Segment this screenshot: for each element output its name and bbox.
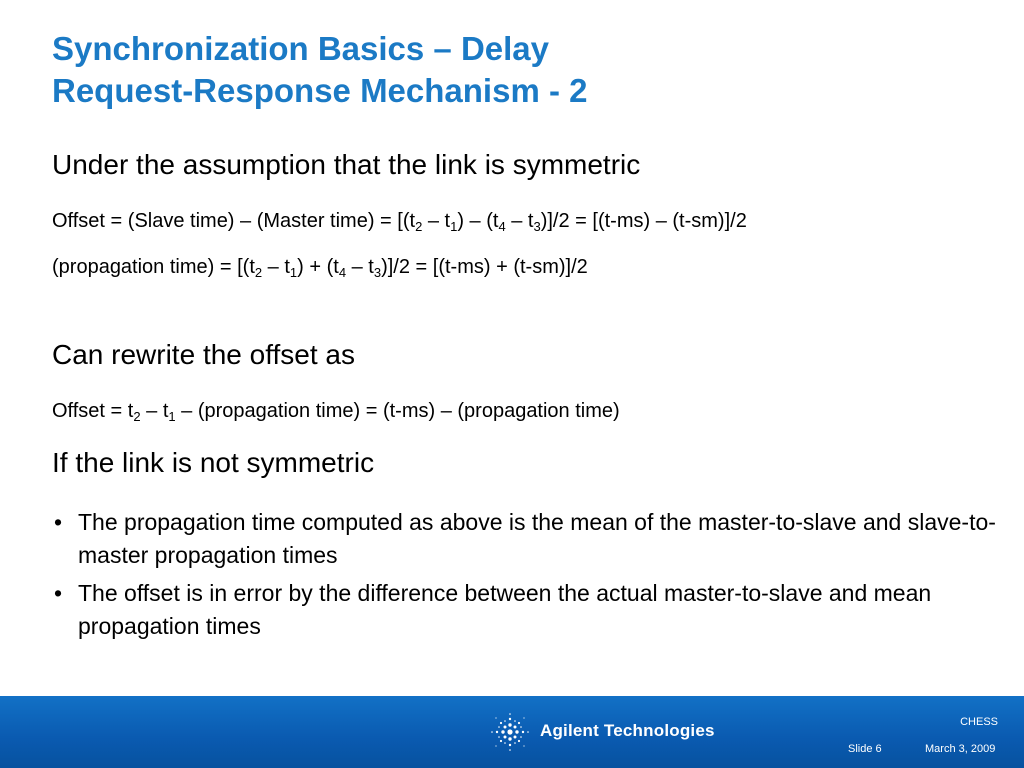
logo-wordmark: Agilent Technologies <box>540 721 715 740</box>
rewrite-formula: Offset = $t_2 - t_1$ – (propagation time) = (t-ms) – (propagation time) <box>52 400 620 424</box>
asymmetric-heading: If the link is not symmetric <box>52 447 375 478</box>
footer-bar <box>0 696 1024 768</box>
offset-formula: Offset = (Slave time) – (Master time) = $[(t_2 - t_1) - (t_4 - t_3)]/2 = [(t-ms) - (t-sm)]/2$ <box>52 210 747 234</box>
slide-date: March 3, 2009 <box>925 743 996 755</box>
agilent-logo <box>488 710 715 754</box>
symmetric-heading: Under the assumption that the link is symmetric <box>52 149 641 180</box>
propagation-formula: (propagation time) = $[(t_2 - t_1) + (t_4 - t_3)]/2 = [(t-ms) + (t-sm)]/2$ <box>52 256 588 280</box>
footer-tag: CHESS <box>960 716 998 728</box>
slide-title <box>52 28 992 112</box>
slide-number: Slide 6 <box>848 743 882 755</box>
bullet-text: The offset is in error by the difference between the actual master-to-slave and mean propagation times <box>78 580 932 639</box>
list-item <box>52 506 1002 572</box>
rewrite-heading: Can rewrite the offset as <box>52 339 355 370</box>
list-item <box>52 577 1002 643</box>
bullet-marker: • <box>54 509 63 535</box>
bullet-list <box>52 506 1002 648</box>
title-line-1: Synchronization Basics – Delay <box>52 30 550 67</box>
bullet-text: The propagation time computed as above is the mean of the master-to-slave and slave-to- master propagation times <box>78 509 996 568</box>
title-line-2: Request-Response Mechanism - 2 <box>52 72 588 109</box>
agilent-spark-icon <box>488 710 532 754</box>
bullet-marker: • <box>54 580 63 606</box>
